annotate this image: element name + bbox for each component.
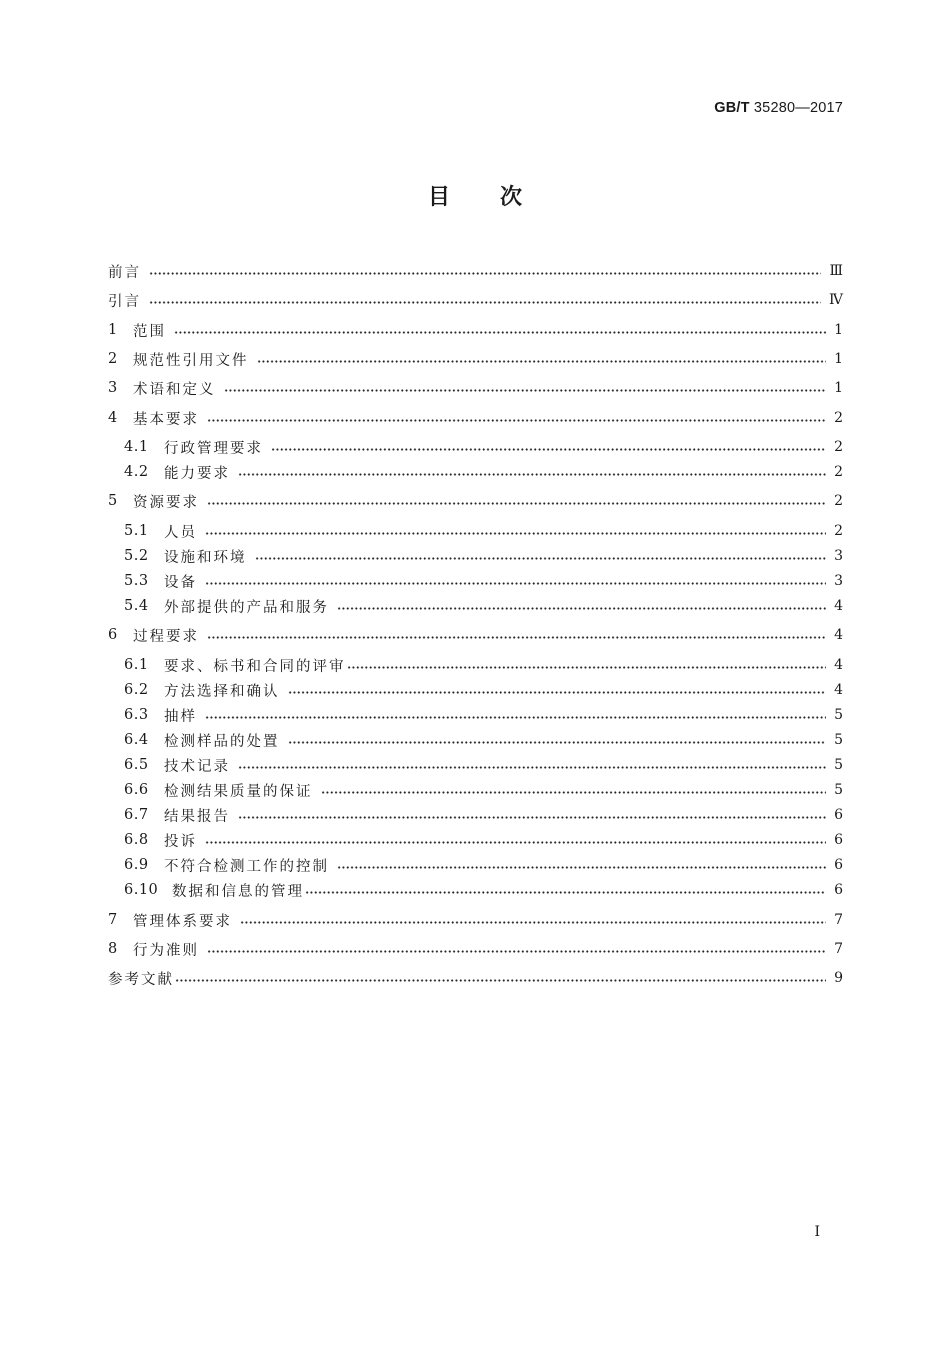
toc-entry-6-9[interactable] <box>124 855 843 875</box>
toc-label: 规范性引用文件 <box>133 352 249 369</box>
toc-entry-4-2[interactable] <box>124 462 843 482</box>
toc-number: 4.1 <box>124 439 149 455</box>
toc-page: 2 <box>834 493 843 509</box>
toc-leader <box>288 691 827 694</box>
toc-number: 8 <box>108 941 118 957</box>
toc-leader <box>205 716 826 719</box>
toc-page: 4 <box>834 598 843 614</box>
toc-label: 过程要求 <box>133 628 199 645</box>
toc-number: 1 <box>108 322 118 338</box>
toc-page: 2 <box>834 439 843 455</box>
toc-entry-1[interactable] <box>108 320 843 340</box>
toc-leader <box>207 419 826 422</box>
toc-leader <box>149 301 821 304</box>
toc-page: 5 <box>834 757 843 773</box>
toc-number: 6.8 <box>124 832 149 848</box>
toc-leader <box>337 866 826 869</box>
toc-number: 6 <box>108 627 118 643</box>
toc-label: 范围 <box>133 323 166 340</box>
toc-entry-3[interactable] <box>108 378 843 398</box>
toc-entry-8[interactable] <box>108 939 843 959</box>
toc-label: 基本要求 <box>133 411 199 428</box>
standard-prefix: GB/T <box>714 100 750 116</box>
toc-page: 4 <box>834 657 843 673</box>
toc-leader <box>238 473 826 476</box>
toc-page: 4 <box>834 682 843 698</box>
toc-label: 数据和信息的管理 <box>172 883 304 900</box>
toc-page: 3 <box>834 548 843 564</box>
toc-leader <box>205 582 826 585</box>
toc-label: 设施和环境 <box>164 549 247 566</box>
toc-number: 7 <box>108 912 118 928</box>
toc-leader <box>205 841 826 844</box>
toc-leader <box>224 389 827 392</box>
toc-page: 6 <box>834 832 843 848</box>
toc-entry-6-6[interactable] <box>124 780 843 800</box>
toc-leader <box>305 891 826 894</box>
toc-leader <box>174 331 826 334</box>
toc-leader <box>288 741 827 744</box>
toc-number: 5.4 <box>124 598 149 614</box>
toc-page: 9 <box>834 970 843 986</box>
toc-label: 检测样品的处置 <box>164 733 280 750</box>
title-char-1: 目 <box>427 185 450 210</box>
toc-entry-6-2[interactable] <box>124 680 843 700</box>
toc-entry-4[interactable] <box>108 408 843 428</box>
toc-entry-7[interactable] <box>108 910 843 930</box>
toc-leader <box>238 766 826 769</box>
toc-number: 5.3 <box>124 573 149 589</box>
toc-page: 5 <box>834 707 843 723</box>
toc-label: 要求、标书和合同的评审 <box>164 658 346 675</box>
toc-leader <box>238 816 826 819</box>
toc-page: 5 <box>834 732 843 748</box>
toc-number: 5.1 <box>124 523 149 539</box>
toc-page: 2 <box>834 410 843 426</box>
standard-number: 35280—2017 <box>753 100 843 116</box>
toc-page: 7 <box>834 912 843 928</box>
toc-entry-6-4[interactable] <box>124 730 843 750</box>
toc-entry-5-1[interactable] <box>124 521 843 541</box>
toc-page: 2 <box>834 464 843 480</box>
toc-entry-6-8[interactable] <box>124 830 843 850</box>
toc-label: 结果报告 <box>164 808 230 825</box>
toc-label: 检测结果质量的保证 <box>164 783 313 800</box>
toc-label: 能力要求 <box>164 465 230 482</box>
toc-label: 技术记录 <box>164 758 230 775</box>
toc-leader <box>321 791 827 794</box>
toc-number: 3 <box>108 380 118 396</box>
toc-leader <box>240 921 826 924</box>
toc-entry-6-3[interactable] <box>124 705 843 725</box>
toc-number: 6.4 <box>124 732 149 748</box>
toc-entry-4-1[interactable] <box>124 437 843 457</box>
toc-entry-foreword[interactable] <box>108 261 843 281</box>
toc-label: 资源要求 <box>133 494 199 511</box>
toc-leader <box>257 360 827 363</box>
page-folio: Ⅰ <box>814 1224 820 1240</box>
toc-entry-5-4[interactable] <box>124 596 843 616</box>
toc-entry-bibliography[interactable] <box>108 968 843 988</box>
toc-leader <box>255 557 827 560</box>
page-title <box>0 180 950 211</box>
toc-entry-6-7[interactable] <box>124 805 843 825</box>
toc-number: 6.3 <box>124 707 149 723</box>
toc-label: 不符合检测工作的控制 <box>164 858 329 875</box>
toc-leader <box>175 979 826 982</box>
toc-leader <box>207 502 826 505</box>
toc-label: 前言 <box>108 264 141 281</box>
toc-label: 人员 <box>164 524 197 541</box>
toc-page: 6 <box>834 857 843 873</box>
toc-page: 4 <box>834 627 843 643</box>
toc-page: 6 <box>834 807 843 823</box>
toc-label: 抽样 <box>164 708 197 725</box>
toc-number: 6.6 <box>124 782 149 798</box>
toc-page: 2 <box>834 523 843 539</box>
toc-number: 4.2 <box>124 464 149 480</box>
toc-page: 1 <box>834 322 843 338</box>
toc-entry-6-5[interactable] <box>124 755 843 775</box>
toc-number: 6.2 <box>124 682 149 698</box>
toc-label: 投诉 <box>164 833 197 850</box>
toc-page: Ⅲ <box>829 263 843 279</box>
toc-entry-6-1[interactable] <box>124 655 843 675</box>
toc-page: 1 <box>834 380 843 396</box>
toc-page: 7 <box>834 941 843 957</box>
toc-label: 行政管理要求 <box>164 440 263 457</box>
toc-leader <box>207 636 826 639</box>
toc-leader <box>205 532 826 535</box>
toc-label: 管理体系要求 <box>133 913 232 930</box>
toc-number: 6.10 <box>124 882 159 898</box>
toc-number: 6.1 <box>124 657 149 673</box>
toc-entry-5-3[interactable] <box>124 571 843 591</box>
toc-label: 参考文献 <box>108 971 174 988</box>
toc-leader <box>337 607 826 610</box>
toc-label: 方法选择和确认 <box>164 683 280 700</box>
toc-leader <box>207 950 826 953</box>
toc-number: 6.7 <box>124 807 149 823</box>
toc-entry-5-2[interactable] <box>124 546 843 566</box>
toc-number: 6.5 <box>124 757 149 773</box>
toc-label: 引言 <box>108 293 141 310</box>
toc-entry-5[interactable] <box>108 491 843 511</box>
toc-page: Ⅳ <box>829 292 843 308</box>
standard-code <box>714 100 843 116</box>
toc-page: 1 <box>834 351 843 367</box>
toc-leader <box>347 666 827 669</box>
toc-number: 5 <box>108 493 118 509</box>
toc-entry-2[interactable] <box>108 349 843 369</box>
toc-page: 6 <box>834 882 843 898</box>
toc-entry-6-10[interactable] <box>124 880 843 900</box>
toc-label: 术语和定义 <box>133 381 216 398</box>
toc-entry-introduction[interactable] <box>108 290 843 310</box>
toc-label: 行为准则 <box>133 942 199 959</box>
toc-label: 外部提供的产品和服务 <box>164 599 329 616</box>
toc-leader <box>149 272 821 275</box>
toc-number: 5.2 <box>124 548 149 564</box>
toc-number: 4 <box>108 410 118 426</box>
toc-number: 2 <box>108 351 118 367</box>
toc-leader <box>271 448 826 451</box>
toc-entry-6[interactable] <box>108 625 843 645</box>
toc-page: 5 <box>834 782 843 798</box>
toc-page: 3 <box>834 573 843 589</box>
title-char-2: 次 <box>500 185 523 210</box>
toc-number: 6.9 <box>124 857 149 873</box>
toc-label: 设备 <box>164 574 197 591</box>
